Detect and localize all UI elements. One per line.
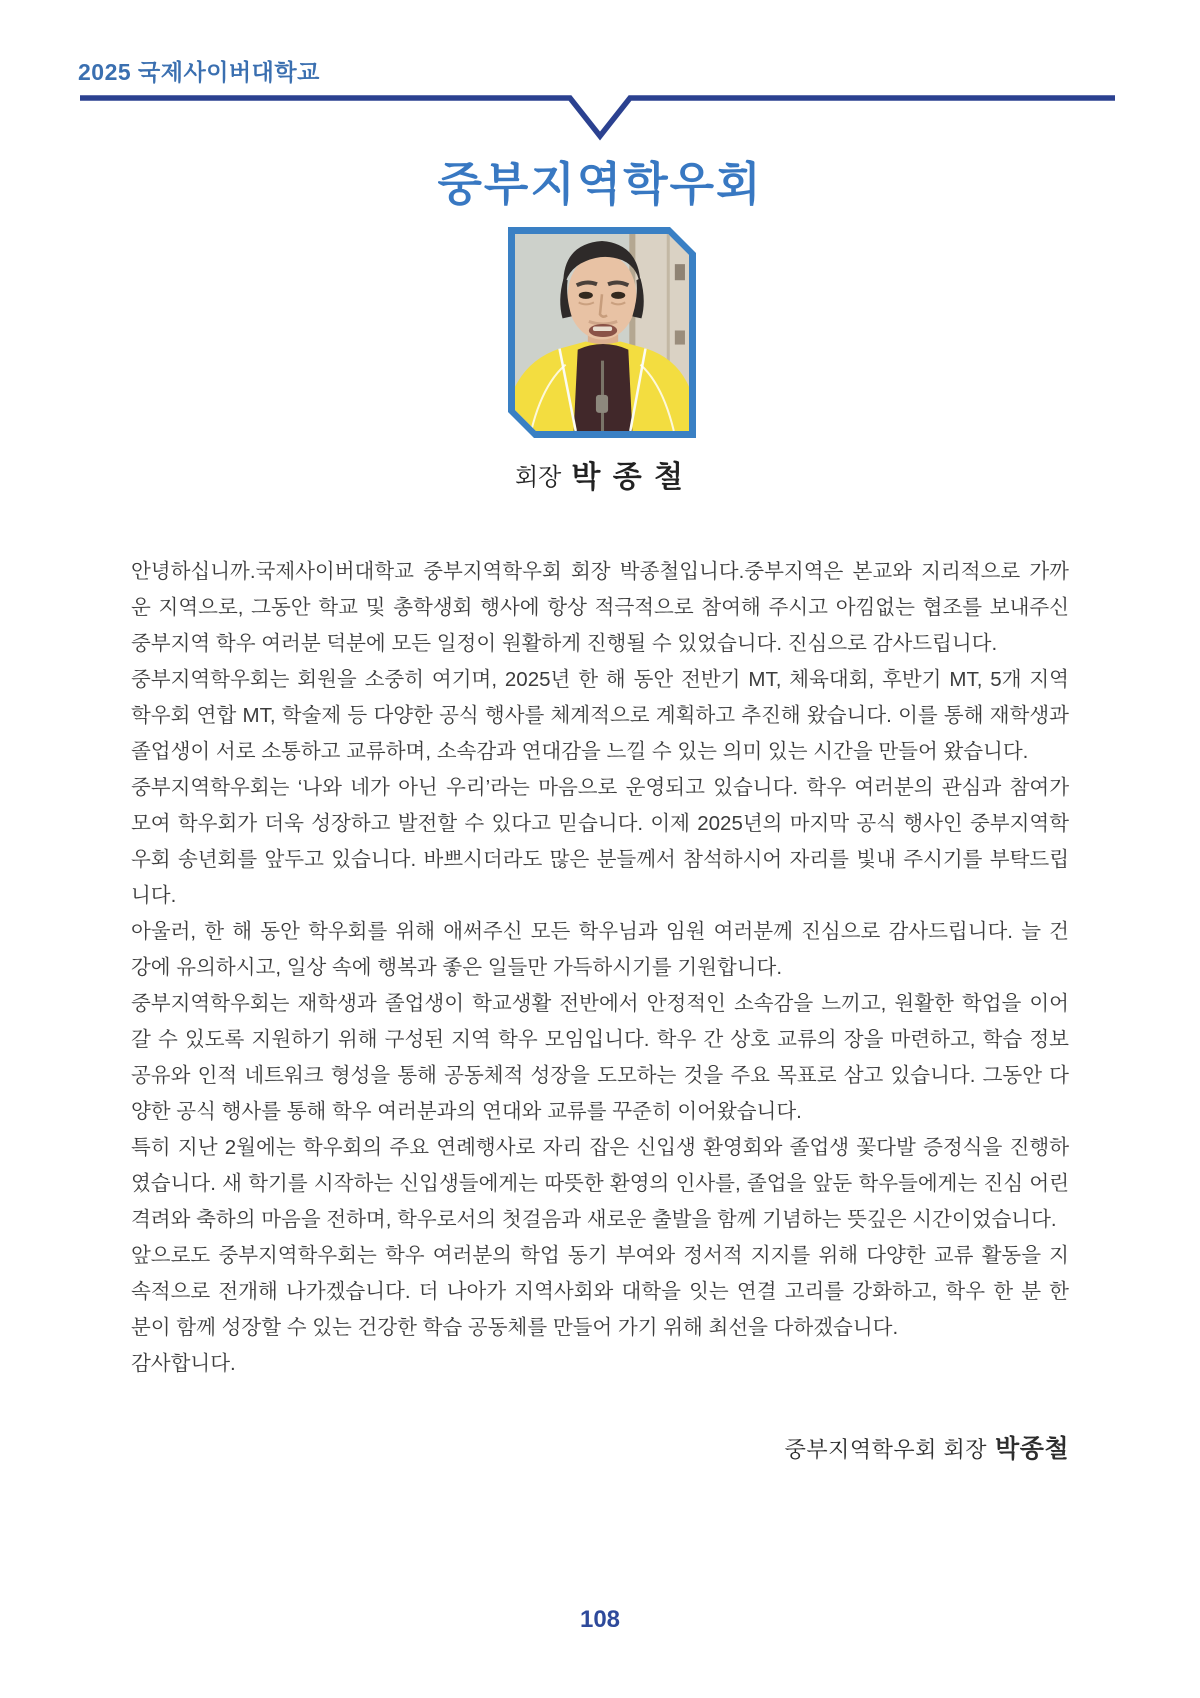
body-line: 중부지역학우회는 재학생과 졸업생이 학교생활 전반에서 안정적인 소속감을 느끼고, 원활한 학업을 이어 (131, 992, 1069, 1015)
body-line: 우회 송년회를 앞두고 있습니다. 바쁘시더라도 많은 분들께서 참석하시어 자리를 빛내 주시기를 부탁드립 (131, 848, 1069, 871)
notched-divider-line (80, 95, 1115, 143)
header-rule-notch (80, 95, 1115, 143)
body-line: 중부지역학우회는 ‘나와 네가 아닌 우리’라는 마음으로 운영되고 있습니다. 학우 여러분의 관심과 참여가 (131, 776, 1069, 799)
body-line: 아울러, 한 해 동안 학우회를 위해 애써주신 모든 학우님과 임원 여러분께 진심으로 감사드립니다. 늘 건 (131, 920, 1069, 943)
body-line: 공유와 인적 네트워크 형성을 통해 공동체적 성장을 도모하는 것을 주요 목표로 삼고 있습니다. 그동안 다 (131, 1064, 1069, 1087)
body-line: 졸업생이 서로 소통하고 교류하며, 소속감과 연대감을 느낄 수 있는 의미 있는 시간을 만들어 왔습니다. (131, 740, 1029, 763)
body-line: 속적으로 전개해 나가겠습니다. 더 나아가 지역사회와 대학을 잇는 연결 고리를 강화하고, 학우 한 분 한 (131, 1280, 1069, 1303)
body-line: 특히 지난 2월에는 학우회의 주요 연례행사로 자리 잡은 신입생 환영회와 졸업생 꽃다발 증정식을 진행하 (131, 1136, 1069, 1159)
signoff (785, 1429, 1069, 1465)
body-line: 강에 유의하시고, 일상 속에 행복과 좋은 일들만 가득하시기를 기원합니다. (131, 956, 783, 979)
photo-caption (0, 452, 1200, 496)
body-line: 안녕하십니까.국제사이버대학교 중부지역학우회 회장 박종철입니다.중부지역은 본교와 지리적으로 가까 (131, 560, 1069, 583)
body-line: 갈 수 있도록 지원하기 위해 구성된 지역 학우 모임입니다. 학우 간 상호 교류의 장을 마련하고, 학습 정보 (131, 1028, 1069, 1051)
body-line: 격려와 축하의 마음을 전하며, 학우로서의 첫걸음과 새로운 출발을 함께 기념하는 뜻깊은 시간이었습니다. (131, 1208, 1057, 1231)
portrait-illustration (515, 234, 689, 431)
signoff-name: 박종철 (995, 1435, 1069, 1463)
body-line: 양한 공식 행사를 통해 학우 여러분과의 연대와 교류를 꾸준히 이어왔습니다. (131, 1100, 802, 1123)
body-line: 앞으로도 중부지역학우회는 학우 여러분의 학업 동기 부여와 정서적 지지를 위해 다양한 교류 활동을 지 (131, 1244, 1069, 1267)
chairman-photo-frame (508, 227, 696, 438)
caption-role: 회장 (515, 464, 562, 491)
page-number: 108 (579, 1606, 621, 1633)
body-line: 학우회 연합 MT, 학술제 등 다양한 공식 행사를 체계적으로 계획하고 추진해 왔습니다. 이를 통해 재학생과 (131, 704, 1069, 727)
body-line: 분이 함께 성장할 수 있는 건강한 학습 공동체를 만들어 가기 위해 최선을 다하겠습니다. (131, 1316, 899, 1339)
header-brand: 2025 국제사이버대학교 (78, 59, 320, 85)
body-line: 감사합니다. (131, 1352, 236, 1375)
body-line: 중부지역 학우 여러분 덕분에 모든 일정이 원활하게 진행될 수 있었습니다. 진심으로 감사드립니다. (131, 632, 998, 655)
body-line: 였습니다. 새 학기를 시작하는 신입생들에게는 따뜻한 환영의 인사를, 졸업을 앞둔 학우들에게는 진심 어린 (131, 1172, 1069, 1195)
body-line: 운 지역으로, 그동안 학교 및 총학생회 행사에 항상 적극적으로 참여해 주시고 아낌없는 협조를 보내주신 (131, 596, 1069, 619)
page-title: 중부지역학우회 (437, 158, 763, 210)
chairman-photo (515, 234, 689, 431)
body-line: 모여 학우회가 더욱 성장하고 발전할 수 있다고 믿습니다. 이제 2025년의 마지막 공식 행사인 중부지역학 (131, 812, 1069, 835)
caption-name: 박 종 철 (571, 461, 685, 494)
body-line: 니다. (131, 884, 177, 907)
signoff-prefix: 중부지역학우회 회장 (784, 1437, 988, 1462)
greeting-body (131, 554, 1069, 1382)
body-line: 중부지역학우회는 회원을 소중히 여기며, 2025년 한 해 동안 전반기 MT, 체육대회, 후반기 MT, 5개 지역 (131, 668, 1069, 691)
